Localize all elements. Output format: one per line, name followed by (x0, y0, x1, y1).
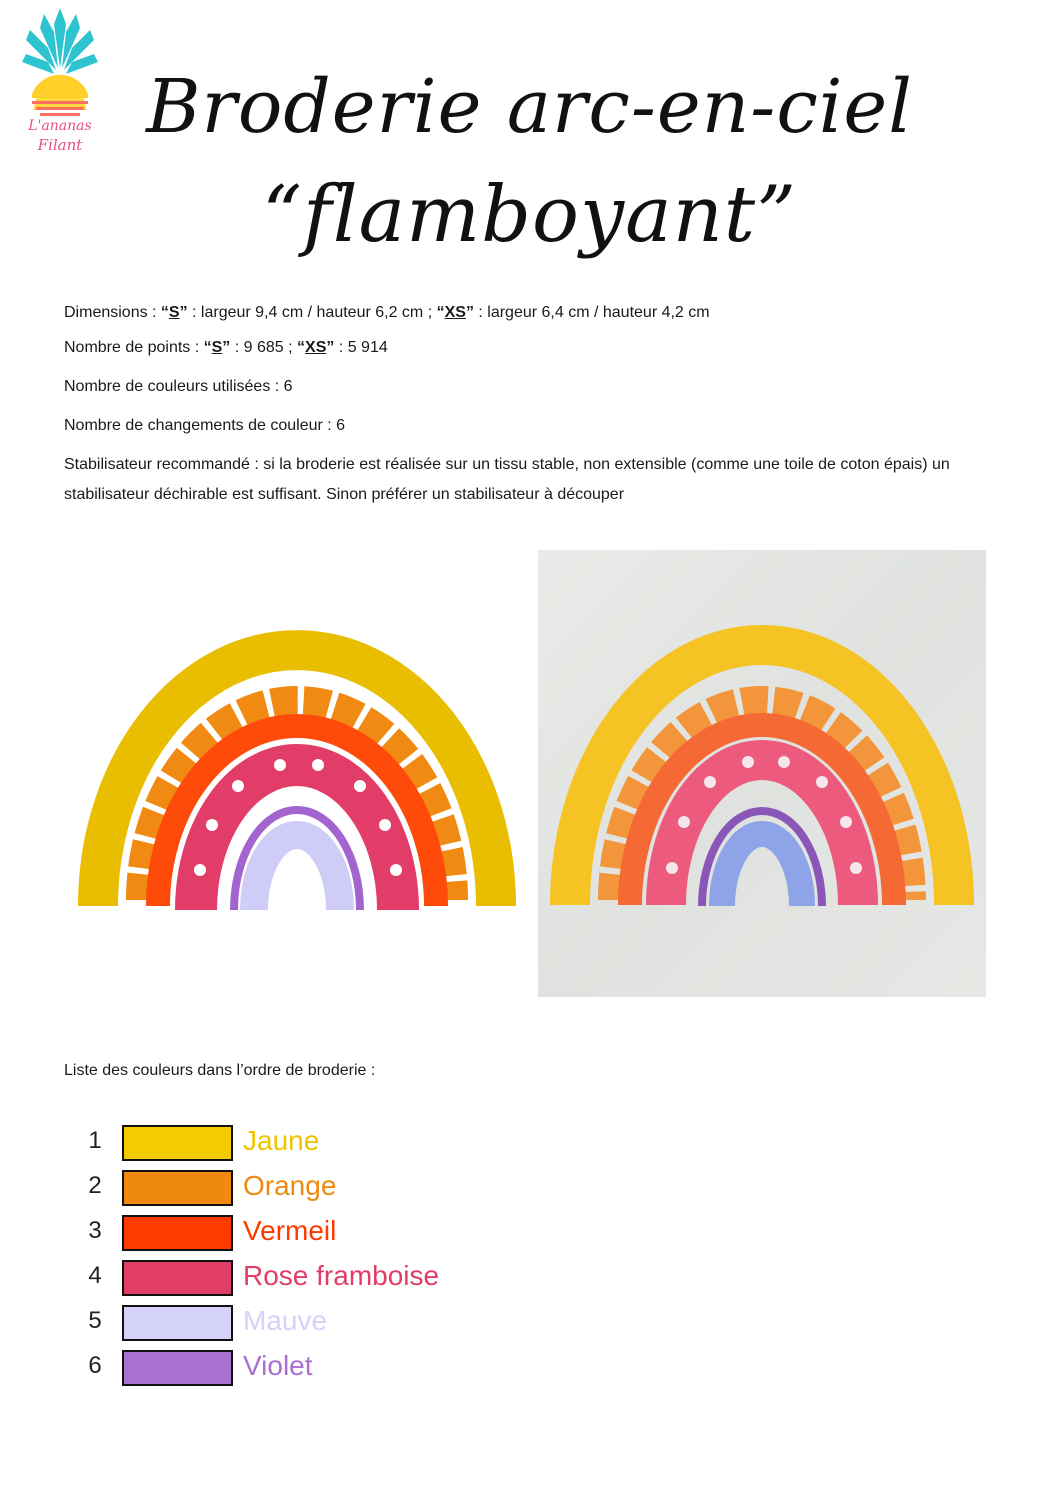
brand-line-2: Filant (37, 136, 83, 154)
color-row (0, 1168, 600, 1208)
color-name: Violet (243, 1350, 313, 1381)
points-label: Nombre de points : (64, 339, 204, 356)
color-name: Rose framboise (243, 1260, 440, 1291)
color-row (0, 1123, 600, 1163)
size-s: S (211, 339, 223, 356)
color-swatch (122, 1260, 233, 1296)
rainbow-photo-image (538, 550, 986, 997)
quote-close: ” (179, 304, 188, 321)
color-number: 4 (88, 1262, 102, 1289)
color-number: 6 (88, 1352, 102, 1379)
color-swatch (122, 1125, 233, 1161)
size-xs: XS (444, 304, 466, 321)
dimensions-label: Dimensions : (64, 304, 161, 321)
color-swatch (122, 1170, 233, 1206)
quote-open: “ (160, 304, 169, 321)
color-swatch (122, 1305, 233, 1341)
points-line (64, 333, 994, 363)
colors-used-line: Nombre de couleurs utilisées : 6 (64, 378, 293, 395)
size-s-points: : 9 685 ; (230, 339, 298, 356)
page-title: Broderie arc-en-ciel (146, 64, 913, 150)
rainbow-design-image (70, 600, 525, 930)
color-name: Jaune (243, 1125, 320, 1156)
dimensions-line (64, 298, 994, 328)
color-changes-line: Nombre de changements de couleur : 6 (64, 417, 346, 434)
color-row (0, 1213, 600, 1253)
size-s-dimensions: : largeur 9,4 cm / hauteur 6,2 cm ; (187, 304, 437, 321)
color-number: 3 (88, 1217, 102, 1244)
size-s: S (168, 304, 180, 321)
size-xs-points: : 5 914 (334, 339, 388, 356)
size-xs-dimensions: : largeur 6,4 cm / hauteur 4,2 cm (473, 304, 710, 321)
color-name: Orange (243, 1170, 337, 1201)
color-number: 1 (88, 1127, 102, 1154)
color-row (0, 1348, 600, 1388)
quote-close: ” (326, 339, 335, 356)
color-name: Vermeil (243, 1215, 337, 1246)
brand-line-1: L'ananas (28, 118, 92, 134)
color-number: 2 (88, 1172, 102, 1199)
color-swatch (122, 1215, 233, 1251)
quote-open: “ (297, 339, 306, 356)
color-swatch (122, 1350, 233, 1386)
stabilizer-line: Stabilisateur recommandé : si la broderie est réalisée sur un tissu stable, non extensible (comme une toile de coton épais) un stabilisateur déchirable est suffisant. Sinon préférer un stabilisateur à découper (64, 456, 950, 503)
embroidery-photo (538, 550, 986, 997)
color-row (0, 1258, 600, 1298)
color-name: Mauve (243, 1305, 328, 1336)
color-row (0, 1303, 600, 1343)
quote-close: ” (222, 339, 231, 356)
page-subtitle: “flamboyant” (261, 170, 798, 260)
color-list-title: Liste des couleurs dans l’ordre de broderie : (64, 1062, 376, 1079)
color-number: 5 (88, 1307, 102, 1334)
size-xs: XS (305, 339, 327, 356)
quote-open: “ (436, 304, 445, 321)
quote-open: “ (203, 339, 212, 356)
quote-close: ” (465, 304, 474, 321)
